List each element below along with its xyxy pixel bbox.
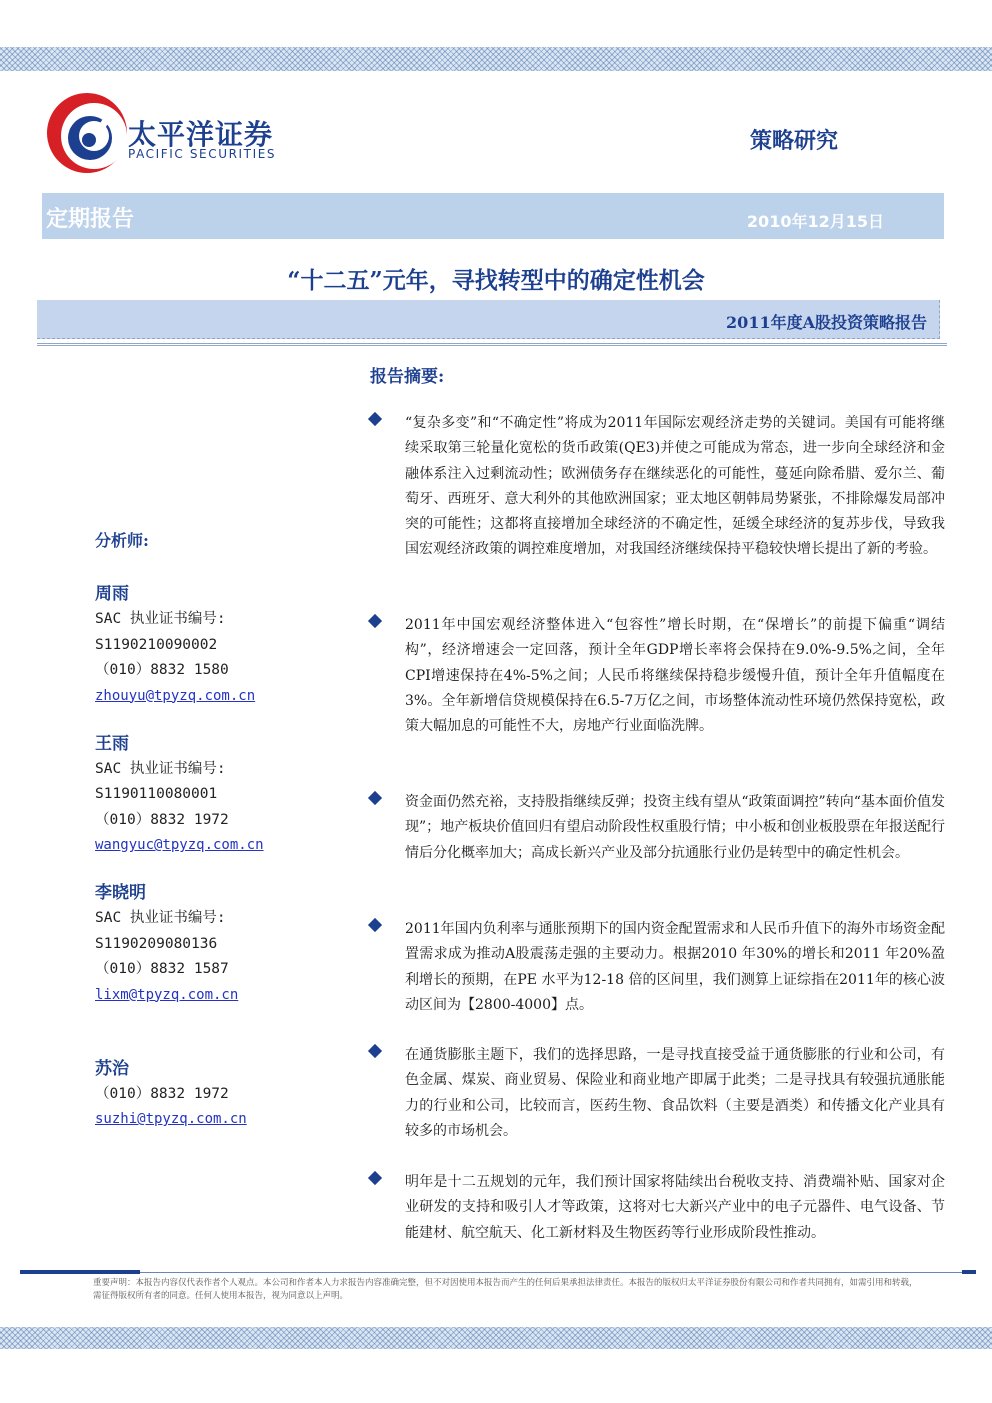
analyst-email-link[interactable]: lixm@tpyzq.com.cn: [95, 986, 239, 1003]
report-date: 2010年12月15日: [746, 212, 884, 231]
diamond-bullet-icon: [368, 1044, 382, 1058]
report-category: 策略研究: [749, 128, 838, 154]
report-title: “十二五”元年，寻找转型中的确定性机会: [287, 267, 705, 294]
analyst-name: 苏治: [95, 1058, 129, 1079]
logo-english-name: PACIFIC SECURITIES: [128, 147, 277, 161]
summary-bullet: [370, 1170, 945, 1246]
analyst-cert-label: SAC 执业证书编号:: [95, 760, 226, 777]
analyst-card: [95, 880, 335, 1008]
pacific-securities-logo: [42, 88, 132, 178]
summary-bullet: [370, 411, 945, 563]
diamond-bullet-icon: [368, 1171, 382, 1185]
analyst-phone: （010）8832 1587: [95, 961, 229, 977]
analysts-sidebar: [95, 528, 335, 1132]
analyst-card: [95, 581, 335, 709]
summary-bullet: [370, 1043, 945, 1144]
summary-bullet-text: 明年是十二五规划的元年，我们预计国家将陆续出台税收支持、消费端补贴、国家对企业研发的支持和吸引人才等政策，这将对七大新兴产业中的电子元器件、电气设备、节能建材、航空航天、化工新材料及生物医药等行业形成阶段性推动。: [405, 1174, 945, 1241]
diamond-bullet-icon: [368, 412, 382, 426]
diamond-bullet-icon: [368, 791, 382, 805]
summary-bullet-text: 2011年国内负利率与通胀预期下的国内资金配置需求和人民币升值下的海外市场资金配置需求成为推动A股震荡走强的主要动力。根据2010 年30%的增长和2011 年20%盈利增长的预期，在PE 水平为12-18 倍的区间里，我们测算上证综指在2011年的核心波动区间为【2800-4000】点。: [405, 921, 945, 1013]
analyst-cert-number: S1190110080001: [95, 786, 218, 802]
analyst-cert-label: SAC 执业证书编号:: [95, 910, 226, 926]
subtitle-bar: [37, 300, 940, 339]
summary-bullet-text: 在通货膨胀主题下，我们的选择思路，一是寻找直接受益于通货膨胀的行业和公司，有色金属、煤炭、商业贸易、保险业和商业地产即属于此类；二是寻找具有较强抗通胀能力的行业和公司，比较而言，医药生物、食品饮料（主要是酒类）和传播文化产业具有较多的市场机会。: [405, 1047, 945, 1139]
analyst-email-link[interactable]: suzhi@tpyzq.com.cn: [95, 1111, 247, 1127]
analyst-cert-label: SAC 执业证书编号:: [95, 611, 226, 627]
analyst-phone: （010）8832 1972: [95, 811, 229, 828]
analyst-name: 李晓明: [95, 883, 146, 903]
analyst-name: 周雨: [95, 584, 129, 604]
header-pattern-band: [0, 47, 992, 71]
analyst-card: [95, 731, 335, 859]
footer-accent-right: [962, 1270, 976, 1274]
analyst-cert-number: S1190210090002: [95, 636, 218, 653]
summary-bullet-text: “复杂多变”和“不确定性”将成为2011年国际宏观经济走势的关键词。美国有可能将继续采取第三轮量化宽松的货币政策(QE3)并使之可能成为常态，进一步向全球经济和金融体系注入过剩流动性；欧洲债务存在继续恶化的可能性，蔓延向除希腊、爱尔兰、葡萄牙、西班牙、意大利外的其他欧洲国家；亚太地区朝韩局势紧张，不排除爆发局部冲突的可能性；这都将直接增加全球经济的不确定性，延缓全球经济的复苏步伐，导致我国宏观经济政策的调控难度增加，对我国经济继续保持平稳较快增长提出了新的考验。: [405, 415, 945, 558]
summary-bullet-text: 资金面仍然充裕，支持股指继续反弹；投资主线有望从“政策面调控”转向“基本面价值发现”；地产板块价值回归有望启动阶段性权重股行情；中小板和创业板股票在年报送配行情后分化概率加大；高成长新兴产业及部分抗通胀行业仍是转型中的确定性机会。: [405, 794, 945, 861]
footer-accent-left: [20, 1270, 140, 1274]
analyst-email-link[interactable]: zhouyu@tpyzq.com.cn: [95, 687, 256, 704]
logo-chinese-name: 太平洋证券: [128, 118, 274, 151]
analyst-cert-number: S1190209080136: [95, 935, 218, 952]
analyst-card: [95, 1056, 335, 1133]
footer-divider: [20, 1272, 972, 1273]
report-type-bar: [42, 193, 944, 239]
analyst-phone: （010）8832 1972: [95, 1085, 229, 1102]
summary-bullet: [370, 917, 945, 1018]
disclaimer-text: 重要声明：本报告内容仅代表作者个人观点。本公司和作者本人力求报告内容准确完整，但不对因使用本报告而产生的任何后果承担法律责任。本报告的版权归太平洋证券股份有限公司和作者共同拥有，如需引用和转载，需征得版权所有者的同意。任何人使用本报告，视为同意以上声明。: [93, 1278, 918, 1301]
analyst-email-link[interactable]: wangyuc@tpyzq.com.cn: [95, 837, 264, 853]
report-subtitle: 2011年度A股投资策略报告: [726, 313, 927, 332]
summary-bullet-text: 2011年中国宏观经济整体进入“包容性”增长时期，在“保增长”的前提下偏重“调结构”，经济增速会一定回落，预计全年GDP增长率将会保持在9.0%-9.5%之间，全年CPI增速保持在4%-5%之间；人民币将继续保持稳步缓慢升值，预计全年升值幅度在3%。全年新增信贷规模保持在6.5-7万亿之间，市场整体流动性环境仍然保持宽松，政策大幅加息的可能性不大，房地产行业面临洗牌。: [405, 617, 945, 735]
report-type: 定期报告: [46, 207, 135, 232]
footer-pattern-band: [0, 1327, 992, 1349]
analyst-phone: （010）8832 1580: [95, 662, 229, 678]
summary-bullet: [370, 613, 945, 739]
analyst-name: 王雨: [95, 733, 129, 754]
diamond-bullet-icon: [368, 918, 382, 932]
diamond-bullet-icon: [368, 614, 382, 628]
summary-heading: 报告摘要:: [370, 367, 445, 387]
analysts-heading: 分析师:: [95, 531, 149, 550]
subtitle-divider: [37, 343, 947, 346]
summary-bullet: [370, 790, 945, 866]
